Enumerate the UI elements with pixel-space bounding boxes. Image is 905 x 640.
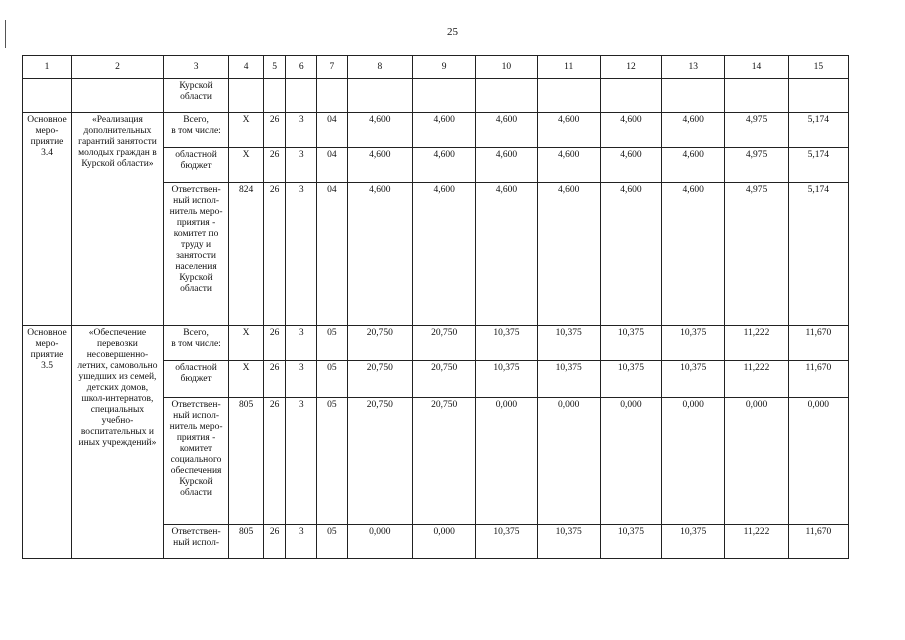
value-cell: 5,174 — [788, 148, 848, 183]
event-name: «Обеспечение перевозки несовершенно-летних, самовольно ушедших из семей, детских домов, школ-интернатов, специальных учебно-воспитательных и иных учреждений» — [72, 326, 164, 559]
value-cell: 20,750 — [412, 361, 475, 398]
column-header: 5 — [263, 56, 285, 79]
value-cell: 10,375 — [537, 326, 600, 361]
code-cell: 3 — [286, 326, 317, 361]
value-cell: 10,375 — [662, 326, 725, 361]
value-cell: 10,375 — [476, 361, 537, 398]
value-cell: 0,000 — [725, 398, 788, 525]
value-cell: 4,600 — [476, 183, 537, 326]
value-cell: 4,600 — [537, 148, 600, 183]
value-cell: 20,750 — [347, 326, 412, 361]
event-code: Основное меро- приятие 3.5 — [23, 326, 72, 559]
value-cell: 20,750 — [412, 326, 475, 361]
column-header: 1 — [23, 56, 72, 79]
value-cell: 10,375 — [600, 525, 661, 559]
column-header: 10 — [476, 56, 537, 79]
column-header: 15 — [788, 56, 848, 79]
funding-source: Ответствен- ный испол- нитель меро- приятия - комитет по труду и занятости населения Курской области — [163, 183, 228, 326]
budget-table — [22, 55, 849, 559]
code-cell: 26 — [263, 148, 285, 183]
value-cell: 4,600 — [662, 113, 725, 148]
value-cell: 4,600 — [600, 113, 661, 148]
value-cell: 4,600 — [600, 183, 661, 326]
code-cell: Х — [229, 148, 264, 183]
value-cell: 4,600 — [537, 113, 600, 148]
code-cell: 05 — [317, 525, 348, 559]
value-cell: 10,375 — [600, 326, 661, 361]
code-cell: 26 — [263, 113, 285, 148]
code-cell: 3 — [286, 148, 317, 183]
code-cell: 805 — [229, 525, 264, 559]
value-cell: 4,600 — [412, 148, 475, 183]
value-cell: 4,600 — [476, 113, 537, 148]
value-cell: 20,750 — [412, 398, 475, 525]
column-header: 13 — [662, 56, 725, 79]
value-cell: 5,174 — [788, 183, 848, 326]
column-header: 14 — [725, 56, 788, 79]
code-cell: 04 — [317, 148, 348, 183]
code-cell: 3 — [286, 113, 317, 148]
funding-source: Всего, в том числе: — [163, 113, 228, 148]
value-cell: 4,975 — [725, 148, 788, 183]
code-cell: 04 — [317, 183, 348, 326]
value-cell: 4,600 — [600, 148, 661, 183]
code-cell: 824 — [229, 183, 264, 326]
value-cell: 4,600 — [662, 148, 725, 183]
funding-source: Ответствен- ный испол- — [163, 525, 228, 559]
table-row — [23, 113, 849, 148]
page-number: 25 — [447, 26, 458, 38]
value-cell: 0,000 — [347, 525, 412, 559]
value-cell: 10,375 — [476, 326, 537, 361]
column-header: 6 — [286, 56, 317, 79]
table-row — [23, 326, 849, 361]
value-cell: 5,174 — [788, 113, 848, 148]
value-cell: 4,975 — [725, 113, 788, 148]
column-header: 12 — [600, 56, 661, 79]
value-cell: 4,600 — [537, 183, 600, 326]
event-code: Основное меро- приятие 3.4 — [23, 113, 72, 326]
column-header: 2 — [72, 56, 164, 79]
value-cell: 4,975 — [725, 183, 788, 326]
code-cell: 05 — [317, 361, 348, 398]
column-header: 8 — [347, 56, 412, 79]
code-cell: 05 — [317, 326, 348, 361]
value-cell: 0,000 — [476, 398, 537, 525]
column-header: 9 — [412, 56, 475, 79]
column-header: 11 — [537, 56, 600, 79]
code-cell: Х — [229, 113, 264, 148]
continuation-row — [23, 79, 849, 113]
value-cell: 4,600 — [662, 183, 725, 326]
value-cell: 0,000 — [600, 398, 661, 525]
value-cell: 4,600 — [347, 183, 412, 326]
code-cell: 26 — [263, 361, 285, 398]
funding-source: Всего, в том числе: — [163, 326, 228, 361]
value-cell: 10,375 — [662, 361, 725, 398]
funding-source: областной бюджет — [163, 148, 228, 183]
code-cell: 26 — [263, 183, 285, 326]
value-cell: 10,375 — [537, 361, 600, 398]
value-cell: 4,600 — [412, 183, 475, 326]
value-cell: 11,222 — [725, 326, 788, 361]
column-header: 3 — [163, 56, 228, 79]
value-cell: 10,375 — [476, 525, 537, 559]
code-cell: 26 — [263, 525, 285, 559]
value-cell: 10,375 — [662, 525, 725, 559]
code-cell: 3 — [286, 361, 317, 398]
funding-source: Ответствен- ный испол- нитель меро- приятия - комитет социального обеспечения Курской области — [163, 398, 228, 525]
value-cell: 4,600 — [476, 148, 537, 183]
value-cell: 4,600 — [347, 113, 412, 148]
event-name: «Реализация дополнительных гарантий занятости молодых граждан в Курской области» — [72, 113, 164, 326]
header-row — [23, 56, 849, 79]
value-cell: 10,375 — [537, 525, 600, 559]
funding-source: областной бюджет — [163, 361, 228, 398]
column-header: 7 — [317, 56, 348, 79]
value-cell: 11,670 — [788, 326, 848, 361]
code-cell: 26 — [263, 398, 285, 525]
code-cell: 26 — [263, 326, 285, 361]
code-cell: 3 — [286, 398, 317, 525]
code-cell: 805 — [229, 398, 264, 525]
code-cell: Х — [229, 326, 264, 361]
value-cell: 0,000 — [662, 398, 725, 525]
value-cell: 0,000 — [537, 398, 600, 525]
value-cell: 4,600 — [412, 113, 475, 148]
code-cell: 05 — [317, 398, 348, 525]
value-cell: 11,222 — [725, 361, 788, 398]
value-cell: 10,375 — [600, 361, 661, 398]
continuation-cell: Курской области — [163, 79, 228, 113]
column-header: 4 — [229, 56, 264, 79]
code-cell: Х — [229, 361, 264, 398]
value-cell: 11,222 — [725, 525, 788, 559]
value-cell: 11,670 — [788, 525, 848, 559]
value-cell: 0,000 — [412, 525, 475, 559]
value-cell: 4,600 — [347, 148, 412, 183]
code-cell: 3 — [286, 183, 317, 326]
value-cell: 20,750 — [347, 398, 412, 525]
value-cell: 0,000 — [788, 398, 848, 525]
code-cell: 04 — [317, 113, 348, 148]
value-cell: 20,750 — [347, 361, 412, 398]
code-cell: 3 — [286, 525, 317, 559]
value-cell: 11,670 — [788, 361, 848, 398]
